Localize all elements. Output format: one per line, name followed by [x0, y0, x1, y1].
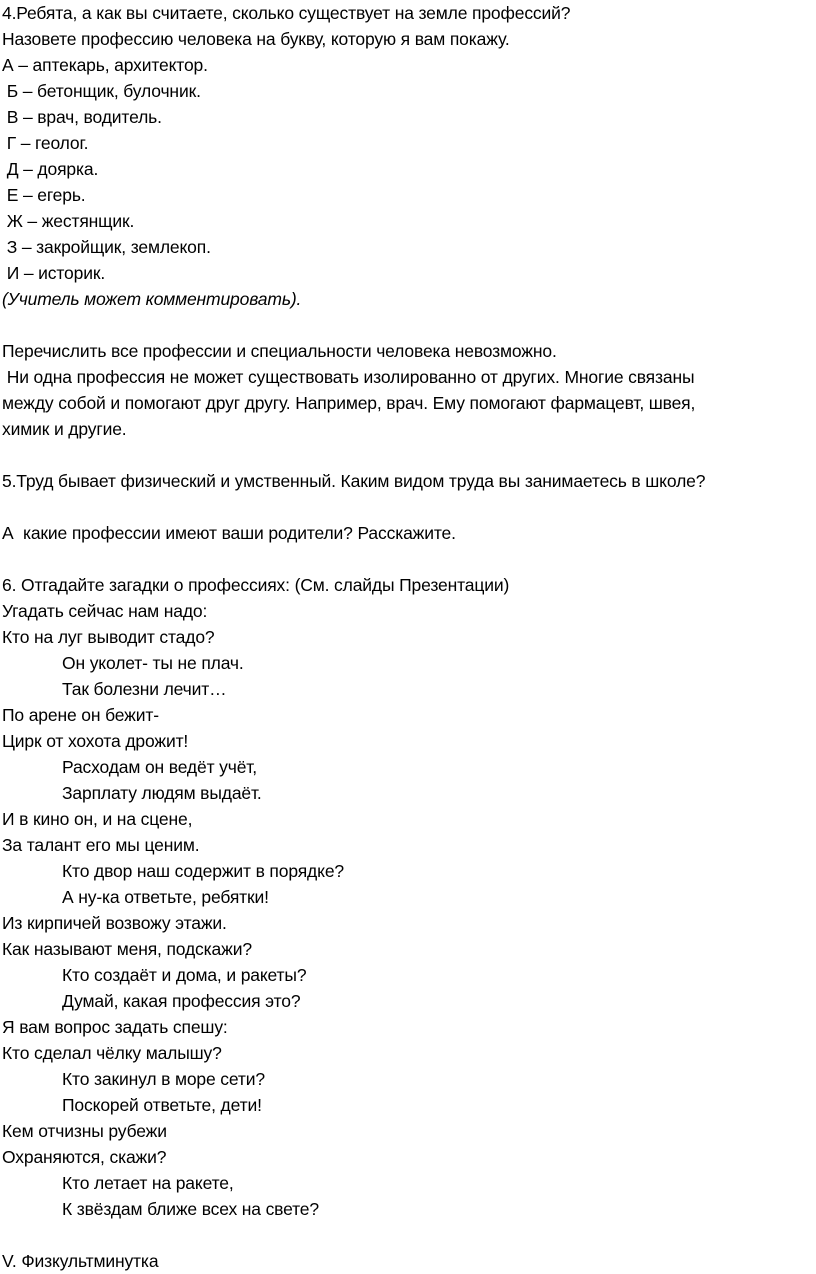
riddle-line: Кто летает на ракете, [62, 1173, 234, 1193]
section-v-title: V. Физкультминутка [2, 1251, 159, 1271]
letter-list [2, 52, 816, 286]
riddle-line: Цирк от хохота дрожит! [2, 731, 189, 751]
riddle-line: За талант его мы ценим. [2, 835, 200, 855]
riddle-line: Зарплату людям выдаёт. [62, 783, 262, 803]
riddle-line: И в кино он, и на сцене, [2, 809, 193, 829]
letter-item: З – закройщик, землекоп. [2, 237, 211, 257]
teacher-note: (Учитель может комментировать). [2, 289, 302, 309]
riddle-line: Кто двор наш содержит в порядке? [62, 861, 344, 881]
letter-item: А – аптекарь, архитектор. [2, 55, 208, 75]
riddle-line: Так болезни лечит… [62, 679, 227, 699]
spacer [2, 312, 816, 338]
paragraph-line: между собой и помогают друг другу. Например, врач. Ему помогают фармацевт, швея, [2, 393, 696, 413]
riddle-line: Я вам вопрос задать спешу: [2, 1017, 228, 1037]
spacer [2, 442, 816, 468]
paragraph-line: Перечислить все профессии и специальности человека невозможно. [2, 341, 557, 361]
section6-title: 6. Отгадайте загадки о профессиях: (См. слайды Презентации) [2, 575, 510, 595]
paragraph-line: химик и другие. [2, 419, 127, 439]
riddle-line: А ну-ка ответьте, ребятки! [62, 887, 269, 907]
spacer [2, 494, 816, 520]
riddle-line: Думай, какая профессия это? [62, 991, 301, 1011]
letter-item: Ж – жестянщик. [2, 211, 135, 231]
riddle-line: Угадать сейчас нам надо: [2, 601, 208, 621]
riddle-line: Кто создаёт и дома, и ракеты? [62, 965, 307, 985]
section4-question-1: 4.Ребята, а как вы считаете, сколько существует на земле профессий? [2, 3, 571, 23]
letter-item: В – врач, водитель. [2, 107, 162, 127]
riddle-line: Охраняются, скажи? [2, 1147, 167, 1167]
paragraph-line: Ни одна профессия не может существовать изолированно от других. Многие связаны [2, 367, 695, 387]
riddle-line: Как называют меня, подскажи? [2, 939, 252, 959]
riddle-line: Из кирпичей возвожу этажи. [2, 913, 227, 933]
letter-item: И – историк. [2, 263, 106, 283]
letter-item: Г – геолог. [2, 133, 89, 153]
letter-item: Б – бетонщик, булочник. [2, 81, 201, 101]
spacer [2, 546, 816, 572]
riddle-line: Он уколет- ты не плач. [62, 653, 244, 673]
riddle-line: Кто закинул в море сети? [62, 1069, 265, 1089]
riddle-line: Кто сделал чёлку малышу? [2, 1043, 222, 1063]
letter-item: Е – егерь. [2, 185, 86, 205]
letter-item: Д – доярка. [2, 159, 99, 179]
spacer [2, 1222, 816, 1248]
riddle-line: Кем отчизны рубежи [2, 1121, 167, 1141]
riddle-line: К звёздам ближе всех на свете? [62, 1199, 319, 1219]
riddle-line: Расходам он ведёт учёт, [62, 757, 257, 777]
section5-question-1: 5.Труд бывает физический и умственный. Каким видом труда вы занимаетесь в школе? [2, 471, 706, 491]
section5-question-2: А какие профессии имеют ваши родители? Расскажите. [2, 523, 456, 543]
riddle-line: Поскорей ответьте, дети! [62, 1095, 262, 1115]
section4-question-2: Назовете профессию человека на букву, которую я вам покажу. [2, 29, 510, 49]
riddle-line: По арене он бежит- [2, 705, 159, 725]
riddle-line: Кто на луг выводит стадо? [2, 627, 215, 647]
riddle-list [2, 598, 816, 1222]
